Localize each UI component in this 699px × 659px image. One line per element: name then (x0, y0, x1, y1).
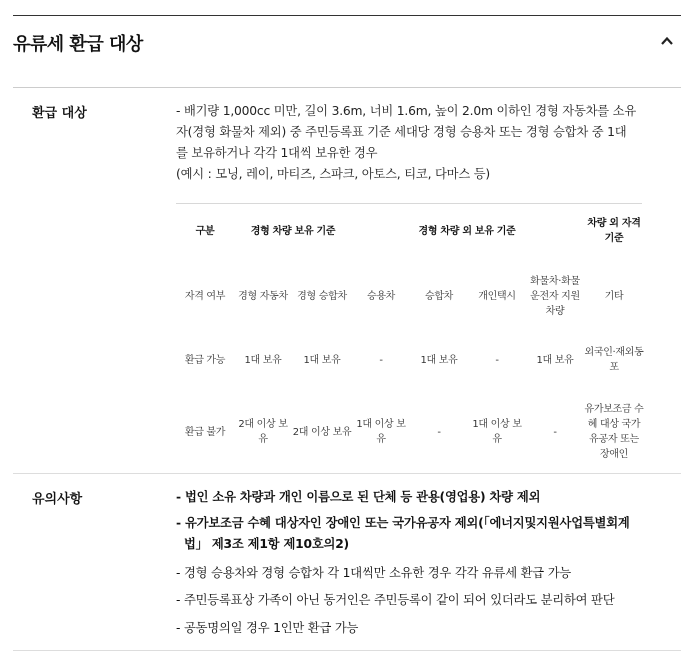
bottom-divider (13, 650, 681, 651)
note-item: - 법인 소유 차량과 개인 이름으로 된 단체 등 관용(영업용) 차량 제외 (176, 490, 541, 504)
table-cell: 경형 승합차 (297, 290, 347, 302)
table-cell: 1대 이상 보유 (472, 419, 522, 445)
table-cell: 1대 이상 보유 (356, 419, 406, 445)
desc-line: - 배기량 1,000cc 미만, 길이 3.6m, 너비 1.6m, 높이 2.0m 이하인 경형 자동차를 소유 (176, 104, 637, 118)
table-cell: 유가보조금 수혜 대상 국가유공자 또는 장애인 (584, 404, 644, 460)
chevron-up-icon[interactable] (660, 34, 674, 48)
target-description (176, 101, 656, 185)
table-cell: 1대 보유 (536, 354, 574, 366)
note-item (176, 513, 666, 555)
desc-line: (예시 : 모닝, 레이, 마티즈, 스파크, 아토스, 티코, 다마스 등) (176, 167, 491, 181)
header-non-light-vehicle: 경형 차량 외 보유 기준 (418, 225, 516, 237)
header-divider (13, 87, 681, 88)
table-cell: 승합차 (424, 290, 454, 302)
table-cell: 환급 불가 (184, 426, 226, 438)
table-cell: - (495, 354, 499, 366)
table-cell: 기타 (604, 290, 624, 302)
table-cell: - (379, 354, 383, 366)
table-cell: 2대 이상 보유 (238, 419, 288, 445)
note-line: - 유가보조금 수혜 대상자인 장애인 또는 국가유공자 제외(「에너지및지원사업특별회계 (176, 516, 630, 530)
table-cell: 경형 자동차 (238, 290, 288, 302)
section-title: 유류세 환급 대상 (13, 34, 143, 55)
notes-label: 유의사항 (32, 492, 83, 507)
target-label: 환급 대상 (32, 106, 87, 121)
note-item: - 경형 승용차와 경형 승합차 각 1대씩만 소유한 경우 각각 유류세 환급 가능 (176, 566, 572, 580)
header-non-vehicle: 차량 외 자격 기준 (587, 218, 641, 244)
table-cell: 1대 보유 (420, 354, 458, 366)
table-cell: 화물차·화물운전자 지원차량 (530, 275, 580, 317)
note-item: - 공동명의일 경우 1인만 환급 가능 (176, 621, 359, 635)
note-line: 법」 제3조 제1항 제10호의2) (184, 537, 349, 551)
header-category: 구분 (195, 225, 215, 237)
top-divider (13, 15, 681, 16)
table-cell: 외국인·재외동포 (584, 347, 644, 373)
table-cell: 1대 보유 (303, 354, 341, 366)
table-cell: 승용차 (366, 290, 396, 302)
table-top-rule (176, 203, 642, 204)
desc-line: 를 보유하거나 각각 1대씩 보유한 경우 (176, 146, 378, 160)
table-cell: 개인택시 (478, 290, 516, 302)
table-cell: - (553, 426, 557, 438)
section-divider (13, 473, 681, 474)
table-cell: 1대 보유 (244, 354, 282, 366)
header-light-vehicle: 경형 차량 보유 기준 (250, 225, 336, 237)
table-cell: 2대 이상 보유 (292, 426, 352, 438)
table-cell: - (437, 426, 441, 438)
note-item: - 주민등록표상 가족이 아닌 동거인은 주민등록이 같이 되어 있더라도 분리하여 판단 (176, 593, 615, 607)
table-cell: 환급 가능 (184, 354, 226, 366)
table-cell: 자격 여부 (184, 290, 226, 302)
desc-line: 자(경형 화물차 제외) 중 주민등록표 기준 세대당 경형 승용차 또는 경형 승합차 중 1대 (176, 125, 627, 139)
